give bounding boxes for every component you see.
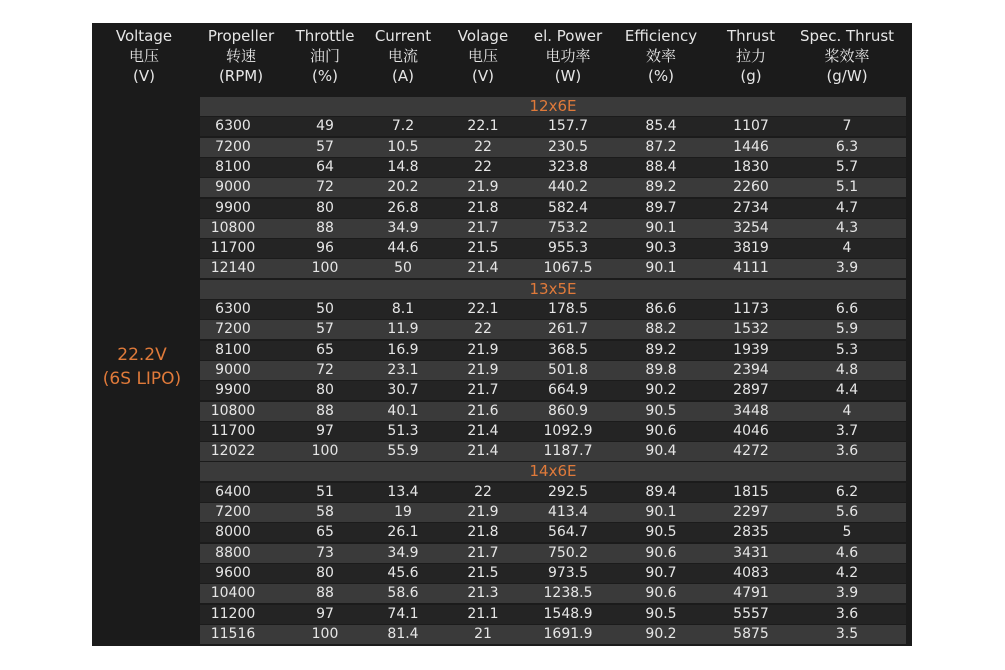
table-cell: 6.6	[835, 301, 859, 317]
table-row	[200, 320, 906, 339]
table-cell: 21.4	[467, 422, 499, 439]
table-row	[200, 381, 906, 400]
table-cell: 3.7	[835, 422, 859, 439]
table-cell: 1830	[733, 158, 769, 175]
table-cell: 8000	[215, 524, 251, 541]
table-cell: 11516	[210, 625, 256, 642]
column-header-en: el. Power	[533, 27, 603, 45]
table-cell: 3.5	[835, 625, 859, 642]
table-row	[200, 564, 906, 583]
table-cell: 90.1	[645, 260, 677, 277]
column-header-zh: 电压	[128, 47, 159, 65]
table-cell: 750.2	[547, 544, 589, 561]
column-header-unit: (A)	[392, 67, 414, 85]
table-row	[200, 625, 906, 644]
table-cell: 5.6	[835, 504, 859, 520]
table-cell: 1548.9	[543, 605, 593, 622]
voltage-value: 22.2V	[117, 345, 167, 365]
table-cell: 90.5	[645, 402, 677, 419]
table-cell: 7200	[215, 321, 251, 338]
table-cell: 34.9	[387, 544, 419, 561]
table-cell: 50	[316, 301, 334, 317]
table-row	[200, 219, 906, 238]
table-cell: 1173	[733, 301, 769, 317]
table-cell: 88	[316, 585, 334, 602]
table-cell: 11.9	[387, 321, 419, 338]
table-cell: 97	[316, 422, 334, 439]
table-cell: 3.9	[835, 260, 859, 277]
table-cell: 73	[316, 544, 334, 561]
table-cell: 90.5	[645, 524, 677, 541]
table-cell: 1532	[733, 321, 769, 338]
table-cell: 90.6	[645, 585, 677, 602]
table-cell: 501.8	[547, 361, 589, 378]
table-cell: 3431	[733, 544, 769, 561]
table-row	[200, 523, 906, 542]
table-cell: 51	[316, 483, 334, 500]
table-cell: 3448	[733, 402, 769, 419]
table-cell: 90.6	[645, 422, 677, 439]
table-cell: 88.4	[645, 158, 677, 175]
table-cell: 4046	[733, 422, 769, 439]
table-cell: 80	[316, 382, 334, 399]
table-cell: 30.7	[387, 382, 419, 399]
voltage-label	[92, 343, 192, 391]
table-cell: 26.1	[387, 524, 419, 541]
table-cell: 8800	[215, 544, 251, 561]
column-header-unit: (%)	[312, 67, 338, 85]
table-cell: 440.2	[547, 179, 589, 196]
table-cell: 6300	[215, 118, 251, 135]
table-row	[200, 300, 906, 319]
table-cell: 11700	[210, 422, 256, 439]
table-cell: 1187.7	[543, 443, 593, 460]
table-cell: 4083	[733, 564, 769, 581]
table-cell: 21.7	[467, 382, 499, 399]
column-header-unit: (RPM)	[218, 67, 264, 85]
table-cell: 88	[316, 219, 334, 236]
table-cell: 89.4	[645, 483, 677, 500]
column-header-en: Thrust	[726, 27, 776, 45]
table-cell: 8100	[215, 158, 251, 175]
table-cell: 97	[316, 605, 334, 622]
table-cell: 72	[316, 179, 334, 196]
table-cell: 9900	[215, 382, 251, 399]
table-cell: 230.5	[547, 138, 589, 155]
table-cell: 11700	[210, 240, 256, 257]
column-header-zh: 拉力	[735, 47, 766, 65]
table-cell: 21.7	[467, 219, 499, 236]
table-cell: 72	[316, 361, 334, 378]
table-row	[200, 158, 906, 177]
table-cell: 21.4	[467, 260, 499, 277]
table-cell: 2394	[733, 361, 769, 378]
propeller-group-header	[200, 97, 906, 116]
table-cell: 90.1	[645, 504, 677, 520]
table-cell: 21.5	[467, 564, 499, 581]
table-cell: 21.9	[467, 504, 499, 520]
table-cell: 16.9	[387, 341, 419, 358]
table-cell: 3819	[733, 240, 769, 257]
table-cell: 7200	[215, 504, 251, 520]
table-cell: 14.8	[387, 158, 419, 175]
column-header-zh: 效率	[645, 47, 676, 65]
table-cell: 21.6	[467, 402, 499, 419]
table-row	[200, 239, 906, 258]
table-cell: 88.2	[645, 321, 677, 338]
table-cell: 5.9	[835, 321, 859, 338]
table-cell: 89.7	[645, 199, 677, 216]
table-cell: 90.2	[645, 382, 677, 399]
table-cell: 4	[842, 402, 852, 419]
table-cell: 100	[311, 260, 339, 277]
table-cell: 6400	[215, 483, 251, 500]
table-cell: 23.1	[387, 361, 419, 378]
battery-type: (6S LIPO)	[102, 369, 182, 389]
table-cell: 4.6	[835, 544, 859, 561]
column-header-zh: 电压	[467, 47, 498, 65]
table-cell: 89.2	[645, 341, 677, 358]
column-header-en: Efficiency	[624, 27, 698, 45]
column-header-unit: (V)	[472, 67, 494, 85]
column-header-zh: 电流	[387, 47, 418, 65]
table-cell: 80	[316, 199, 334, 216]
table-cell: 178.5	[547, 301, 589, 317]
table-cell: 3.9	[835, 585, 859, 602]
column-header-en: Current	[374, 27, 432, 45]
table-cell: 22	[474, 483, 492, 500]
table-cell: 90.4	[645, 443, 677, 460]
table-cell: 7.2	[391, 118, 415, 135]
table-cell: 1107	[733, 118, 769, 135]
column-header-unit: (%)	[648, 67, 674, 85]
table-cell: 5875	[733, 625, 769, 642]
table-cell: 90.6	[645, 544, 677, 561]
table-cell: 1092.9	[543, 422, 593, 439]
table-cell: 100	[311, 625, 339, 642]
table-row	[200, 199, 906, 218]
table-cell: 323.8	[547, 158, 589, 175]
table-cell: 4111	[733, 260, 769, 277]
table-cell: 87.2	[645, 138, 677, 155]
table-row	[200, 361, 906, 380]
table-cell: 2260	[733, 179, 769, 196]
table-cell: 157.7	[547, 118, 589, 135]
table-cell: 80	[316, 564, 334, 581]
table-cell: 4	[842, 240, 852, 257]
table-cell: 4791	[733, 585, 769, 602]
table-cell: 26.8	[387, 199, 419, 216]
table-cell: 88	[316, 402, 334, 419]
table-cell: 21.9	[467, 341, 499, 358]
column-header-unit: (V)	[133, 67, 155, 85]
table-cell: 100	[311, 443, 339, 460]
table-cell: 21.9	[467, 361, 499, 378]
table-cell: 564.7	[547, 524, 589, 541]
propeller-size: 14x6E	[529, 462, 577, 481]
table-cell: 21	[474, 625, 492, 642]
data-table-panel	[92, 23, 912, 646]
propeller-group-header	[200, 280, 906, 299]
table-cell: 22	[474, 321, 492, 338]
table-cell: 96	[316, 240, 334, 257]
table-row	[200, 422, 906, 441]
table-row	[200, 483, 906, 502]
table-cell: 4272	[733, 443, 769, 460]
table-cell: 12140	[210, 260, 256, 277]
table-cell: 81.4	[387, 625, 419, 642]
table-row	[200, 178, 906, 197]
table-cell: 860.9	[547, 402, 589, 419]
table-cell: 4.4	[835, 382, 859, 399]
table-row	[200, 402, 906, 421]
table-cell: 6300	[215, 301, 251, 317]
table-row	[200, 503, 906, 522]
table-cell: 20.2	[387, 179, 419, 196]
table-row	[200, 138, 906, 157]
table-cell: 4.7	[835, 199, 859, 216]
table-cell: 955.3	[547, 240, 589, 257]
table-cell: 51.3	[387, 422, 419, 439]
table-cell: 9000	[215, 361, 251, 378]
table-cell: 5557	[733, 605, 769, 622]
table-cell: 2297	[733, 504, 769, 520]
table-cell: 1815	[733, 483, 769, 500]
table-cell: 582.4	[547, 199, 589, 216]
table-cell: 34.9	[387, 219, 419, 236]
column-header-zh: 转速	[225, 47, 256, 65]
table-cell: 10400	[210, 585, 256, 602]
table-cell: 86.6	[645, 301, 677, 317]
column-header-zh: 桨效率	[824, 47, 870, 65]
table-cell: 22.1	[467, 301, 499, 317]
table-cell: 9600	[215, 564, 251, 581]
column-header-zh: 油门	[309, 47, 340, 65]
table-body	[200, 97, 906, 646]
table-cell: 90.5	[645, 605, 677, 622]
table-cell: 89.8	[645, 361, 677, 378]
table-cell: 5	[842, 524, 852, 541]
propeller-group-header	[200, 462, 906, 481]
table-cell: 58.6	[387, 585, 419, 602]
table-cell: 368.5	[547, 341, 589, 358]
column-header-unit: (g/W)	[826, 67, 868, 85]
table-cell: 21.8	[467, 199, 499, 216]
table-cell: 5.7	[835, 158, 859, 175]
table-cell: 1238.5	[543, 585, 593, 602]
table-cell: 1691.9	[543, 625, 593, 642]
table-cell: 40.1	[387, 402, 419, 419]
table-cell: 413.4	[547, 504, 589, 520]
column-header-en: Voltage	[115, 27, 173, 45]
table-cell: 5.3	[835, 341, 859, 358]
table-cell: 45.6	[387, 564, 419, 581]
table-cell: 65	[316, 341, 334, 358]
table-cell: 90.3	[645, 240, 677, 257]
table-cell: 21.5	[467, 240, 499, 257]
table-cell: 9900	[215, 199, 251, 216]
table-cell: 57	[316, 138, 334, 155]
table-cell: 10800	[210, 219, 256, 236]
table-row	[200, 605, 906, 624]
table-cell: 753.2	[547, 219, 589, 236]
table-cell: 8.1	[391, 301, 415, 317]
table-cell: 292.5	[547, 483, 589, 500]
table-cell: 12022	[210, 443, 256, 460]
column-header-unit: (W)	[554, 67, 582, 85]
column-header-en: Spec. Thrust	[799, 27, 895, 45]
table-header	[92, 23, 912, 97]
table-cell: 11200	[210, 605, 256, 622]
table-cell: 55.9	[387, 443, 419, 460]
table-cell: 22	[474, 158, 492, 175]
table-cell: 8100	[215, 341, 251, 358]
table-cell: 6.2	[835, 483, 859, 500]
table-cell: 44.6	[387, 240, 419, 257]
table-cell: 90.1	[645, 219, 677, 236]
table-cell: 664.9	[547, 382, 589, 399]
column-header-en: Volage	[457, 27, 509, 45]
column-header-en: Throttle	[295, 27, 355, 45]
table-cell: 6.3	[835, 138, 859, 155]
table-cell: 85.4	[645, 118, 677, 135]
table-cell: 21.4	[467, 443, 499, 460]
table-cell: 973.5	[547, 564, 589, 581]
table-cell: 10800	[210, 402, 256, 419]
table-cell: 10.5	[387, 138, 419, 155]
table-cell: 3254	[733, 219, 769, 236]
table-cell: 1446	[733, 138, 769, 155]
table-cell: 21.3	[467, 585, 499, 602]
table-cell: 57	[316, 321, 334, 338]
table-cell: 4.8	[835, 361, 859, 378]
table-cell: 65	[316, 524, 334, 541]
table-cell: 89.2	[645, 179, 677, 196]
table-cell: 9000	[215, 179, 251, 196]
table-cell: 2734	[733, 199, 769, 216]
table-cell: 2897	[733, 382, 769, 399]
table-cell: 64	[316, 158, 334, 175]
table-cell: 1939	[733, 341, 769, 358]
table-cell: 3.6	[835, 443, 859, 460]
column-header-zh: 电功率	[545, 47, 591, 65]
table-row	[200, 544, 906, 563]
table-cell: 22.1	[467, 118, 499, 135]
table-row	[200, 259, 906, 278]
table-cell: 90.7	[645, 564, 677, 581]
table-cell: 21.8	[467, 524, 499, 541]
table-cell: 74.1	[387, 605, 419, 622]
propeller-size: 12x6E	[529, 97, 577, 115]
table-cell: 3.6	[835, 605, 859, 622]
table-cell: 1067.5	[543, 260, 593, 277]
table-cell: 50	[394, 260, 412, 277]
table-cell: 261.7	[547, 321, 589, 338]
table-cell: 4.3	[835, 219, 859, 236]
table-row	[200, 584, 906, 603]
table-cell: 21.9	[467, 179, 499, 196]
table-cell: 2835	[733, 524, 769, 541]
column-header-en: Propeller	[207, 27, 275, 45]
table-cell: 4.2	[835, 564, 859, 581]
table-row	[200, 442, 906, 461]
propeller-size: 13x5E	[529, 279, 577, 298]
table-cell: 90.2	[645, 625, 677, 642]
table-cell: 13.4	[387, 483, 419, 500]
column-header-unit: (g)	[740, 67, 762, 85]
table-row	[200, 117, 906, 136]
table-cell: 19	[394, 504, 412, 520]
table-cell: 7200	[215, 138, 251, 155]
column-header	[787, 26, 907, 86]
table-cell: 5.1	[835, 179, 859, 196]
table-cell: 7	[842, 118, 852, 135]
table-cell: 49	[316, 118, 334, 135]
table-row	[200, 341, 906, 360]
table-cell: 22	[474, 138, 492, 155]
table-cell: 21.1	[467, 605, 499, 622]
table-cell: 21.7	[467, 544, 499, 561]
table-cell: 58	[316, 504, 334, 520]
